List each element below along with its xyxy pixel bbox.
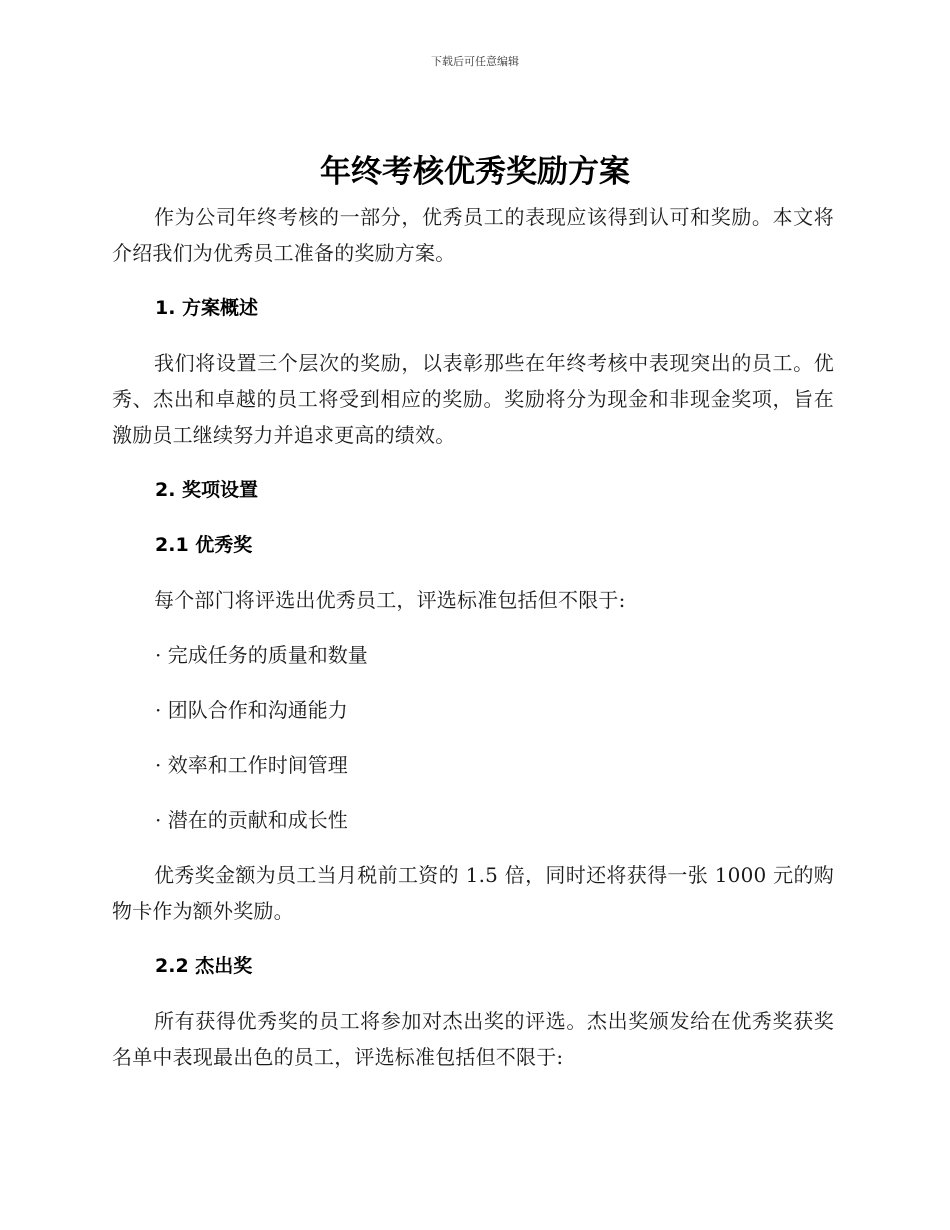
- document-title: 年终考核优秀奖励方案: [320, 154, 630, 190]
- excellence-reward-paragraph: 优秀奖金额为员工当月税前工资的 1.5 倍，同时还将获得一张 1000 元的购物卡作为额外奖励。: [112, 863, 834, 923]
- intro-paragraph: 作为公司年终考核的一部分，优秀员工的表现应该得到认可和奖励。本文将介绍我们为优秀员工准备的奖励方案。: [112, 205, 834, 265]
- excellence-criteria-list: [112, 637, 834, 838]
- page-header-note: 下载后可任意编辑: [431, 55, 519, 68]
- outstanding-award-paragraph: 所有获得优秀奖的员工将参加对杰出奖的评选。杰出奖颁发给在优秀奖获奖名单中表现最出色的员工，评选标准包括但不限于:: [112, 1009, 834, 1069]
- section-heading-outstanding-award: 2.2 杰出奖: [155, 955, 253, 977]
- section-heading-awards: 2. 奖项设置: [155, 479, 259, 501]
- section-heading-overview: 1. 方案概述: [155, 297, 259, 319]
- document-body: [112, 199, 834, 1094]
- overview-paragraph: 我们将设置三个层次的奖励，以表彰那些在年终考核中表现突出的员工。优秀、杰出和卓越的员工将受到相应的奖励。奖励将分为现金和非现金奖项，旨在激励员工继续努力并追求更高的绩效。: [112, 351, 834, 447]
- list-item: · 效率和工作时间管理: [155, 753, 348, 777]
- list-item: · 完成任务的质量和数量: [155, 643, 368, 667]
- section-heading-excellence-award: 2.1 优秀奖: [155, 534, 253, 556]
- excellence-criteria-lead: 每个部门将评选出优秀员工，评选标准包括但不限于:: [154, 588, 626, 612]
- list-item: · 潜在的贡献和成长性: [155, 808, 348, 832]
- list-item: · 团队合作和沟通能力: [155, 698, 348, 722]
